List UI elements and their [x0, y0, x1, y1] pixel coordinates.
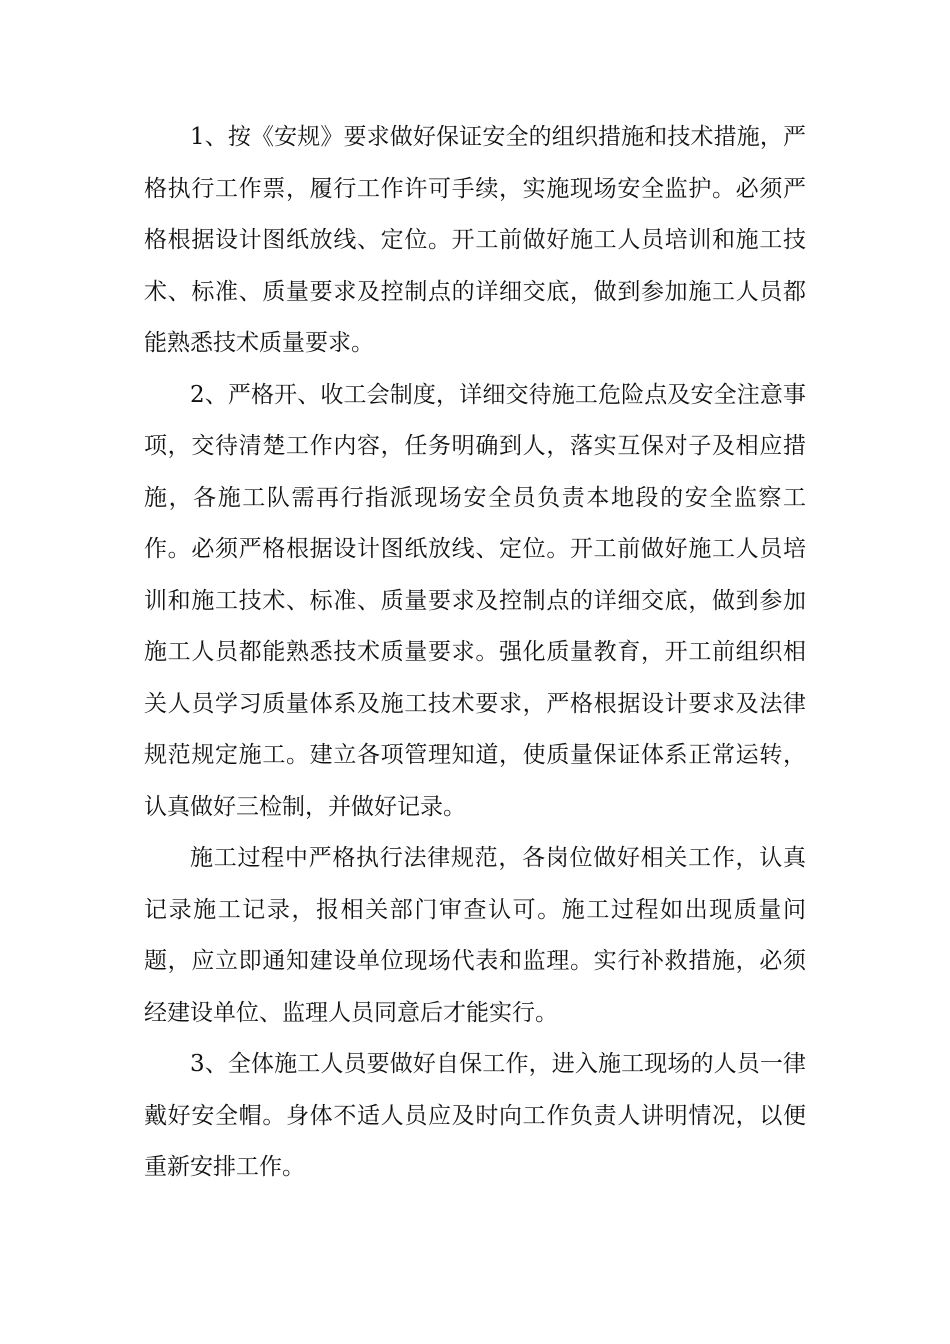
paragraph-3: 施工过程中严格执行法律规范，各岗位做好相关工作，认真记录施工记录，报相关部门审查认可。施工过程如出现质量问题，应立即通知建设单位现场代表和监理。实行补救措施，必须经建设单位、监理人员同意后才能实行。 — [144, 845, 806, 1026]
document-body — [144, 112, 806, 1194]
paragraph-2: 2、严格开、收工会制度，详细交待施工危险点及安全注意事项，交待清楚工作内容，任务明确到人，落实互保对子及相应措施，各施工队需再行指派现场安全员负责本地段的安全监察工作。必须严格根据设计图纸放线、定位。开工前做好施工人员培训和施工技术、标准、质量要求及控制点的详细交底，做到参加施工人员都能熟悉技术质量要求。强化质量教育，开工前组织相关人员学习质量体系及施工技术要求，严格根据设计要求及法律规范规定施工。建立各项管理知道，使质量保证体系正常运转，认真做好三检制，并做好记录。 — [144, 381, 806, 820]
paragraph-4: 3、全体施工人员要做好自保工作，进入施工现场的人员一律戴好安全帽。身体不适人员应及时向工作负责人讲明情况，以便重新安排工作。 — [144, 1051, 806, 1180]
paragraph-1: 1、按《安规》要求做好保证安全的组织措施和技术措施，严格执行工作票，履行工作许可手续，实施现场安全监护。必须严格根据设计图纸放线、定位。开工前做好施工人员培训和施工技术、标准、质量要求及控制点的详细交底，做到参加施工人员都能熟悉技术质量要求。 — [144, 124, 806, 356]
